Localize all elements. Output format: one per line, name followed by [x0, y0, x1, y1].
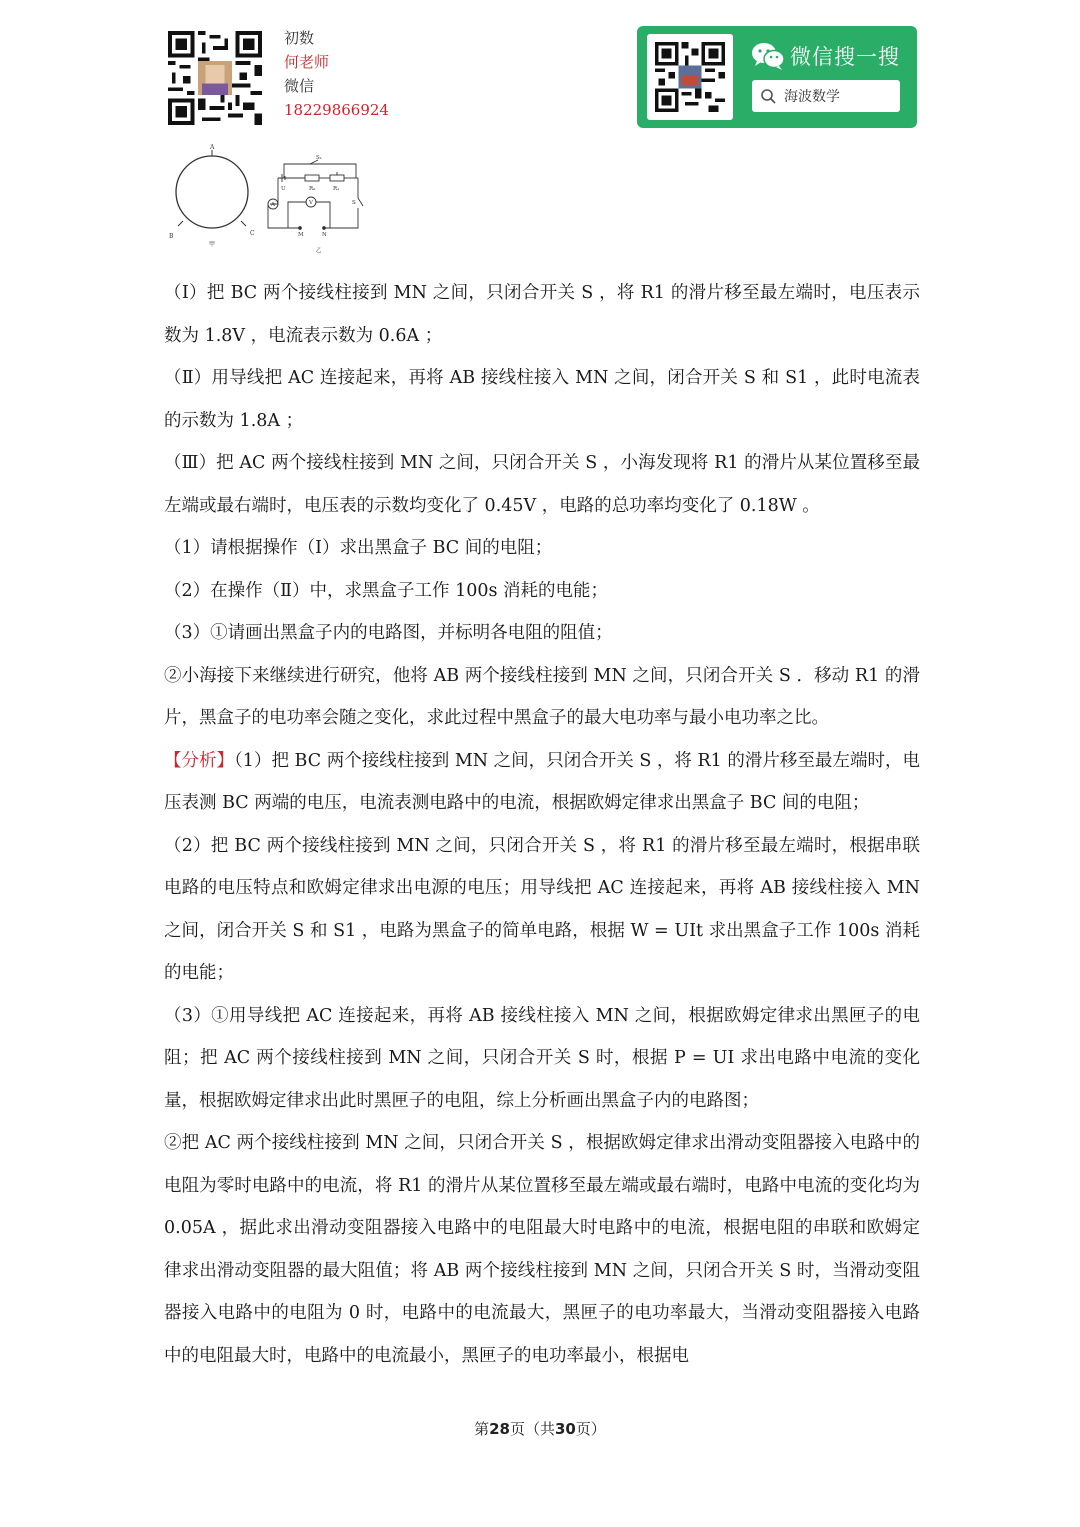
wechat-logo-icon [751, 41, 785, 71]
contact-name: 何老师 [284, 53, 330, 71]
label-s: S [352, 200, 356, 206]
contact-line-3: 微信 [284, 77, 315, 95]
analysis-label: 【分析】 [164, 750, 235, 771]
analysis-part-2: （2）把 BC 两个接线柱接到 MN 之间，只闭合开关 S ，将 R1 的滑片移至最左端时，根据串联电路的电压特点和欧姆定律求出电源的电压；用导线把 AC 连接起来，再将 AB 接线柱接入 MN 之间，闭合开关 S 和 S1 ，电路为黑盒子的简单电路，根据 W = UIt 求出黑盒子工作 100s 消耗的电能； [164, 835, 920, 983]
contact-line-1: 初数 [284, 29, 315, 47]
qr-code-image [168, 30, 262, 126]
question-part-3b: ②小海接下来继续进行研究，他将 AB 两个接线柱接到 MN 之间，只闭合开关 S ．移动 R1 的滑片，黑盒子的电功率会随之变化，求此过程中黑盒子的最大电功率与最小电功率之比。 [164, 665, 920, 728]
analysis-part-3a: （3）①用导线把 AC 连接起来，再将 AB 接线柱接入 MN 之间，根据欧姆定律求出黑匣子的电阻；把 AC 两个接线柱接到 MN 之间，只闭合开关 S 时，根据 P = UI 求出电路中电流的变化量，根据欧姆定律求出此时黑匣子的电阻，综上分析画出黑盒子内的电路图； [164, 1005, 920, 1111]
contact-info [284, 26, 389, 122]
footer-page-number: 28 [489, 1420, 510, 1438]
analysis-part-3b: ②把 AC 两个接线柱接到 MN 之间，只闭合开关 S ，根据欧姆定律求出滑动变阻器接入电路中的电阻为零时电路中的电流，将 R1 的滑片从某位置移至最左端或最右端时，电路中电流的变化均为 0.05A ，据此求出滑动变阻器接入电路中的电阻最大时电路中的电流，根据电阻的串联和欧姆定律求出滑动变阻器的最大阻值；将 AB 两个接线柱接到 MN 之间，只闭合开关 S 时，当滑动变阻器接入电路中的电阻为 0 时，电路中的电流最大，黑匣子的电功率最大，当滑动变阻器接入电路中的电阻最大时，电路中的电流最小，黑匣子的电功率最小，根据电 [164, 1133, 920, 1366]
wechat-qr-code [655, 42, 725, 112]
question-line-1: （Ⅰ）把 BC 两个接线柱接到 MN 之间，只闭合开关 S ，将 R1 的滑片移至最左端时，电压表示数为 1.8V ，电流表示数为 0.6A ； [164, 283, 920, 346]
search-icon [760, 88, 776, 104]
footer-middle: 页（共 [509, 1420, 555, 1438]
wechat-search-title: 微信搜一搜 [790, 45, 900, 69]
caption-yi: 乙 [316, 248, 322, 254]
analysis-part-1 [164, 740, 920, 825]
question-part-2: （2）在操作（Ⅱ）中，求黑盒子工作 100s 消耗的电能； [164, 580, 609, 601]
label-voltmeter: V [309, 200, 313, 206]
wechat-search-card [637, 26, 917, 128]
label-r1: R₁ [333, 186, 340, 192]
analysis-text-1: （1）把 BC 两个接线柱接到 MN 之间，只闭合开关 S ，将 R1 的滑片移至最左端时，电压表测 BC 两端的电压，电流表测电路中的电流，根据欧姆定律求出黑盒子 BC 间的电阻； [164, 750, 920, 813]
label-m: M [298, 232, 304, 238]
label-n: N [322, 232, 327, 238]
question-part-3a: （3）①请画出黑盒子内的电路图，并标明各电阻的阻值； [164, 623, 613, 643]
label-c: C [250, 230, 255, 237]
footer-prefix: 第 [474, 1420, 490, 1438]
question-part-1: （1）请根据操作（Ⅰ）求出黑盒子 BC 间的电阻； [164, 538, 553, 558]
label-s1: S₁ [316, 155, 322, 161]
label-u: U [281, 186, 286, 192]
wechat-qr-frame [647, 34, 733, 120]
label-a: A [210, 144, 215, 151]
figure-jia [169, 144, 255, 248]
caption-jia: 甲 [209, 241, 216, 248]
question-line-2: （Ⅱ）用导线把 AC 连接起来，再将 AB 接线柱接入 MN 之间，闭合开关 S 和 S1 ，此时电流表的示数为 1.8A ； [164, 368, 920, 431]
circuit-figure [160, 140, 380, 260]
document-body [164, 272, 920, 1377]
label-b: B [169, 233, 174, 240]
label-r0: R₀ [309, 186, 316, 192]
page-footer [0, 1418, 1080, 1439]
figure-yi [268, 160, 363, 229]
footer-suffix: 页） [575, 1420, 606, 1438]
wechat-search-box[interactable] [752, 80, 900, 112]
label-ammeter: A [271, 202, 275, 208]
question-line-3: （Ⅲ）把 AC 两个接线柱接到 MN 之间，只闭合开关 S ，小海发现将 R1 的滑片从某位置移至最左端或最右端时，电压表的示数均变化了 0.45V ，电路的总功率均变化了 0.18W 。 [164, 453, 920, 516]
contact-phone: 18229866924 [284, 101, 389, 119]
wechat-search-text: 海波数学 [784, 89, 840, 105]
footer-total-pages: 30 [555, 1420, 576, 1438]
